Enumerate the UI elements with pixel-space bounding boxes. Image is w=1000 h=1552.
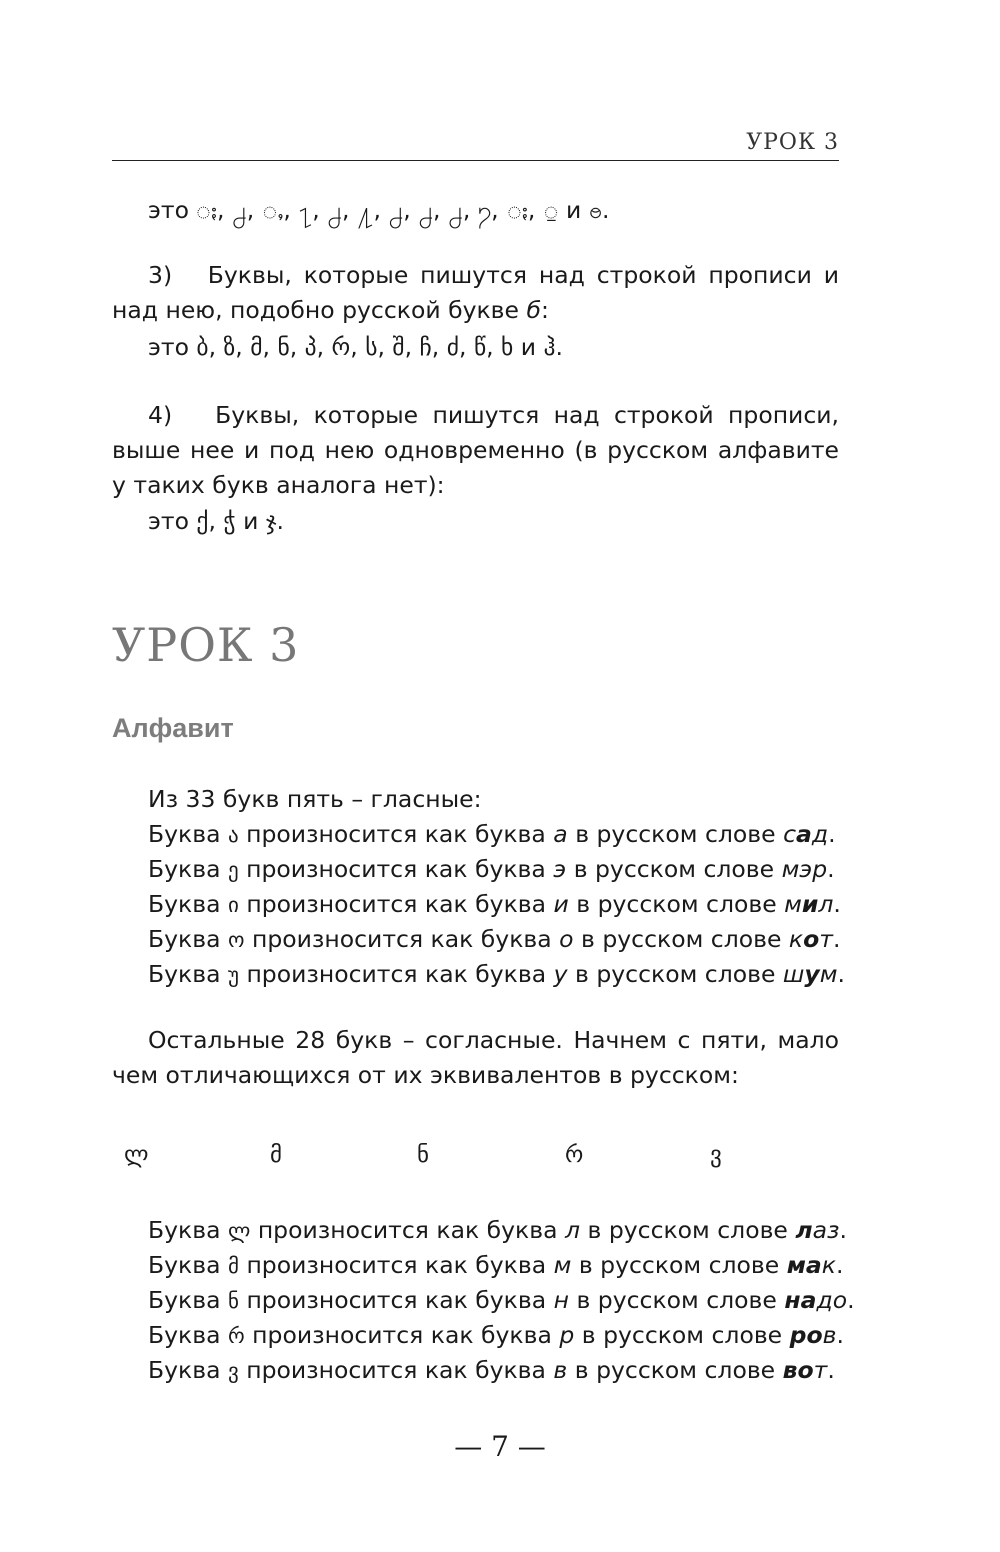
georgian-letter: ვ xyxy=(227,1359,239,1383)
item-4-letters: это ქ, ჭ и ჯ. xyxy=(148,507,284,535)
consonant-row: Буква ლ произносится как буква л в русском слове лаз. xyxy=(148,1216,847,1244)
georgian-letter: ნ xyxy=(227,1289,239,1313)
consonant-row: Буква ვ произносится как буква в в русском слове вот. xyxy=(148,1356,835,1384)
georgian-letter: ე xyxy=(227,858,239,882)
vowel-row: Буква ი произносится как буква и в русском слове мил. xyxy=(148,890,841,918)
georgian-letter: ა xyxy=(227,823,239,847)
page-number: — 7 — xyxy=(454,1430,546,1463)
letters-line-top: это ႏ, ႕, ႇ, ႑, ႕, ႔, ႕, ႕, ႕, ႒, ႏ, ႍ и ႎ. xyxy=(148,196,610,224)
glyph-ra: რ xyxy=(565,1142,584,1168)
vowel-row: Буква უ произносится как буква у в русском слове шум. xyxy=(148,960,845,988)
georgian-letter: უ xyxy=(227,963,239,987)
georgian-letter: ო xyxy=(227,928,245,952)
vowel-row: Буква ო произносится как буква о в русском слове кот. xyxy=(148,925,841,953)
glyph-la: ლ xyxy=(124,1142,149,1168)
item-3-letters: это ბ, ზ, მ, ნ, პ, რ, ს, შ, ჩ, ძ, წ, ხ и ჰ. xyxy=(148,333,563,361)
consonant-row: Буква რ произносится как буква р в русском слове ров. xyxy=(148,1321,844,1349)
vowel-row: Буква ე произносится как буква э в русском слове мэр. xyxy=(148,855,835,883)
vowels-intro: Из 33 букв пять – гласные: xyxy=(148,785,482,813)
georgian-letter: მ xyxy=(227,1254,239,1278)
georgian-letter: ი xyxy=(227,893,239,917)
vowel-row: Буква ა произносится как буква а в русском слове сад. xyxy=(148,820,836,848)
georgian-letter: რ xyxy=(227,1324,245,1348)
glyph-va: ვ xyxy=(710,1142,722,1168)
running-head xyxy=(112,128,839,161)
item-3-example: б xyxy=(526,296,541,324)
consonants-intro: Остальные 28 букв – согласные. Начнем с пяти, мало чем отличающихся от их эквивалентов в русском: xyxy=(112,1026,839,1089)
running-head-text: УРОК 3 xyxy=(746,130,839,155)
glyph-na: ნ xyxy=(417,1142,430,1168)
consonant-row: Буква მ произносится как буква м в русском слове мак. xyxy=(148,1251,844,1279)
lesson-title: УРОК 3 xyxy=(112,618,300,672)
item-3-paragraph: 3) Буквы, которые пишутся над строкой прописи и над нею, подобно русской букве б: xyxy=(112,261,839,324)
georgian-letter: ლ xyxy=(227,1219,251,1243)
glyph-ma: მ xyxy=(270,1142,283,1168)
item-4-paragraph: 4) Буквы, которые пишутся над строкой прописи, выше нее и под нею одновременно (в русском алфавите у таких букв аналога нет): xyxy=(112,401,839,499)
consonant-row: Буква ნ произносится как буква н в русском слове надо. xyxy=(148,1286,855,1314)
section-title: Алфавит xyxy=(112,713,234,743)
